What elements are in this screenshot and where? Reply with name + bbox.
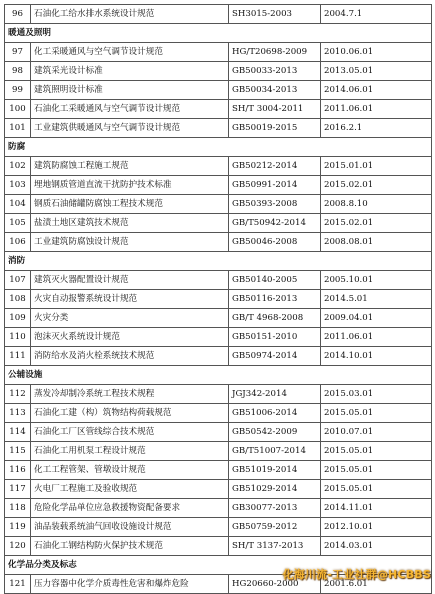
table-row — [5, 518, 432, 537]
standards-table-body — [5, 5, 432, 594]
standard-code: GB50991-2014 — [229, 176, 321, 195]
row-number: 102 — [5, 157, 31, 176]
row-number: 104 — [5, 195, 31, 214]
table-row — [5, 385, 432, 404]
table-row — [5, 214, 432, 233]
table-row — [5, 290, 432, 309]
effective-date: 2001.6.01 — [321, 575, 432, 594]
row-number: 108 — [5, 290, 31, 309]
standard-name: 建筑照明设计标准 — [31, 81, 229, 100]
row-number: 117 — [5, 480, 31, 499]
table-row — [5, 157, 432, 176]
row-number: 119 — [5, 518, 31, 537]
standard-name: 压力容器中化学介质毒性危害和爆炸危险 — [31, 575, 229, 594]
standard-name: 石油化工给水排水系统设计规范 — [31, 5, 229, 24]
section-title: 公辅设施 — [5, 366, 432, 385]
effective-date: 2014.06.01 — [321, 81, 432, 100]
standard-name: 化工工程管架、管墩设计规范 — [31, 461, 229, 480]
standard-name: 工业建筑防腐蚀设计规范 — [31, 233, 229, 252]
table-row — [5, 347, 432, 366]
standard-code: SH/T 3137-2013 — [229, 537, 321, 556]
section-header-row — [5, 138, 432, 157]
section-header-row — [5, 366, 432, 385]
standard-code: GB50759-2012 — [229, 518, 321, 537]
section-title: 化学品分类及标志 — [5, 556, 432, 575]
table-row — [5, 537, 432, 556]
standard-code: GB50140-2005 — [229, 271, 321, 290]
effective-date: 2008.08.01 — [321, 233, 432, 252]
effective-date: 2013.05.01 — [321, 62, 432, 81]
table-row — [5, 309, 432, 328]
effective-date: 2014.10.01 — [321, 347, 432, 366]
effective-date: 2010.07.01 — [321, 423, 432, 442]
row-number: 100 — [5, 100, 31, 119]
standard-code: GB50046-2008 — [229, 233, 321, 252]
standard-name: 盐渍土地区建筑技术规范 — [31, 214, 229, 233]
table-row — [5, 119, 432, 138]
row-number: 101 — [5, 119, 31, 138]
section-title: 消防 — [5, 252, 432, 271]
row-number: 99 — [5, 81, 31, 100]
row-number: 97 — [5, 43, 31, 62]
standard-code: GB30077-2013 — [229, 499, 321, 518]
standards-page — [4, 4, 431, 594]
standard-code: GB/T 4968-2008 — [229, 309, 321, 328]
standard-name: 石油化工用机泵工程设计规范 — [31, 442, 229, 461]
standard-code: GB50034-2013 — [229, 81, 321, 100]
standard-name: 石油化工建（构）筑物结构荷载规范 — [31, 404, 229, 423]
effective-date: 2015.05.01 — [321, 461, 432, 480]
table-row — [5, 233, 432, 252]
standard-code: GB50033-2013 — [229, 62, 321, 81]
table-row — [5, 100, 432, 119]
table-row — [5, 499, 432, 518]
effective-date: 2012.10.01 — [321, 518, 432, 537]
standard-name: 埋地钢质管道直流干扰防护技术标准 — [31, 176, 229, 195]
standard-code: GB/T50942-2014 — [229, 214, 321, 233]
effective-date: 2015.03.01 — [321, 385, 432, 404]
standard-code: GB50974-2014 — [229, 347, 321, 366]
effective-date: 2015.05.01 — [321, 480, 432, 499]
watermark-text: 化海川流-工业社群@HCBBS — [282, 568, 431, 581]
standard-name: 油品装载系统油气回收设施设计规范 — [31, 518, 229, 537]
standard-name: 建筑防腐蚀工程施工规范 — [31, 157, 229, 176]
effective-date: 2010.06.01 — [321, 43, 432, 62]
row-number: 112 — [5, 385, 31, 404]
row-number: 118 — [5, 499, 31, 518]
standard-name: 火电厂工程施工及验收规范 — [31, 480, 229, 499]
table-row — [5, 43, 432, 62]
standard-code: HG/T20698-2009 — [229, 43, 321, 62]
row-number: 106 — [5, 233, 31, 252]
row-number: 121 — [5, 575, 31, 594]
standard-code: GB50151-2010 — [229, 328, 321, 347]
standard-code: GB50393-2008 — [229, 195, 321, 214]
effective-date: 2005.10.01 — [321, 271, 432, 290]
effective-date: 2011.06.01 — [321, 100, 432, 119]
effective-date: 2015.02.01 — [321, 214, 432, 233]
standard-name: 火灾分类 — [31, 309, 229, 328]
row-number: 105 — [5, 214, 31, 233]
standard-name: 石油化工采暖通风与空气调节设计规范 — [31, 100, 229, 119]
standard-name: 工业建筑供暖通风与空气调节设计规范 — [31, 119, 229, 138]
standard-code: GB50116-2013 — [229, 290, 321, 309]
standard-name: 蒸发冷却制冷系统工程技术规程 — [31, 385, 229, 404]
standard-code: GB51006-2014 — [229, 404, 321, 423]
row-number: 98 — [5, 62, 31, 81]
row-number: 109 — [5, 309, 31, 328]
effective-date: 2015.02.01 — [321, 176, 432, 195]
standard-name: 火灾自动报警系统设计规范 — [31, 290, 229, 309]
table-row — [5, 195, 432, 214]
table-row — [5, 176, 432, 195]
standard-code: GB51019-2014 — [229, 461, 321, 480]
row-number: 103 — [5, 176, 31, 195]
standard-code: GB50542-2009 — [229, 423, 321, 442]
row-number: 114 — [5, 423, 31, 442]
standard-code: JGJ342-2014 — [229, 385, 321, 404]
standard-code: HG20660-2000 — [229, 575, 321, 594]
standard-name: 泡沫灭火系统设计规范 — [31, 328, 229, 347]
row-number: 115 — [5, 442, 31, 461]
effective-date: 2009.04.01 — [321, 309, 432, 328]
table-row — [5, 404, 432, 423]
standard-name: 危险化学品单位应急救援物资配备要求 — [31, 499, 229, 518]
standards-table — [4, 4, 432, 594]
table-row — [5, 5, 432, 24]
standard-code: GB50212-2014 — [229, 157, 321, 176]
row-number: 110 — [5, 328, 31, 347]
effective-date: 2004.7.1 — [321, 5, 432, 24]
standard-name: 消防给水及消火栓系统技术规范 — [31, 347, 229, 366]
effective-date: 2008.8.10 — [321, 195, 432, 214]
table-row — [5, 442, 432, 461]
table-row — [5, 62, 432, 81]
row-number: 96 — [5, 5, 31, 24]
standard-code: GB/T51007-2014 — [229, 442, 321, 461]
effective-date: 2011.06.01 — [321, 328, 432, 347]
effective-date: 2016.2.1 — [321, 119, 432, 138]
standard-code: SH3015-2003 — [229, 5, 321, 24]
effective-date: 2014.5.01 — [321, 290, 432, 309]
standard-name: 石油化工钢结构防火保护技术规范 — [31, 537, 229, 556]
row-number: 111 — [5, 347, 31, 366]
table-row — [5, 461, 432, 480]
effective-date: 2015.05.01 — [321, 404, 432, 423]
row-number: 113 — [5, 404, 31, 423]
section-header-row — [5, 24, 432, 43]
standard-name: 建筑灭火器配置设计规范 — [31, 271, 229, 290]
table-row — [5, 271, 432, 290]
table-row — [5, 480, 432, 499]
standard-name: 石油化工厂区管线综合技术规范 — [31, 423, 229, 442]
standard-code: GB51029-2014 — [229, 480, 321, 499]
row-number: 120 — [5, 537, 31, 556]
table-row — [5, 328, 432, 347]
standard-name: 钢质石油储罐防腐蚀工程技术规范 — [31, 195, 229, 214]
effective-date: 2014.11.01 — [321, 499, 432, 518]
effective-date: 2015.01.01 — [321, 157, 432, 176]
section-header-row — [5, 252, 432, 271]
effective-date: 2014.03.01 — [321, 537, 432, 556]
row-number: 116 — [5, 461, 31, 480]
standard-code: GB50019-2015 — [229, 119, 321, 138]
standard-name: 建筑采光设计标准 — [31, 62, 229, 81]
effective-date: 2015.05.01 — [321, 442, 432, 461]
row-number: 107 — [5, 271, 31, 290]
standard-code: SH/T 3004-2011 — [229, 100, 321, 119]
section-title: 防腐 — [5, 138, 432, 157]
section-title: 暖通及照明 — [5, 24, 432, 43]
table-row — [5, 81, 432, 100]
standard-name: 化工采暖通风与空气调节设计规范 — [31, 43, 229, 62]
table-row — [5, 423, 432, 442]
